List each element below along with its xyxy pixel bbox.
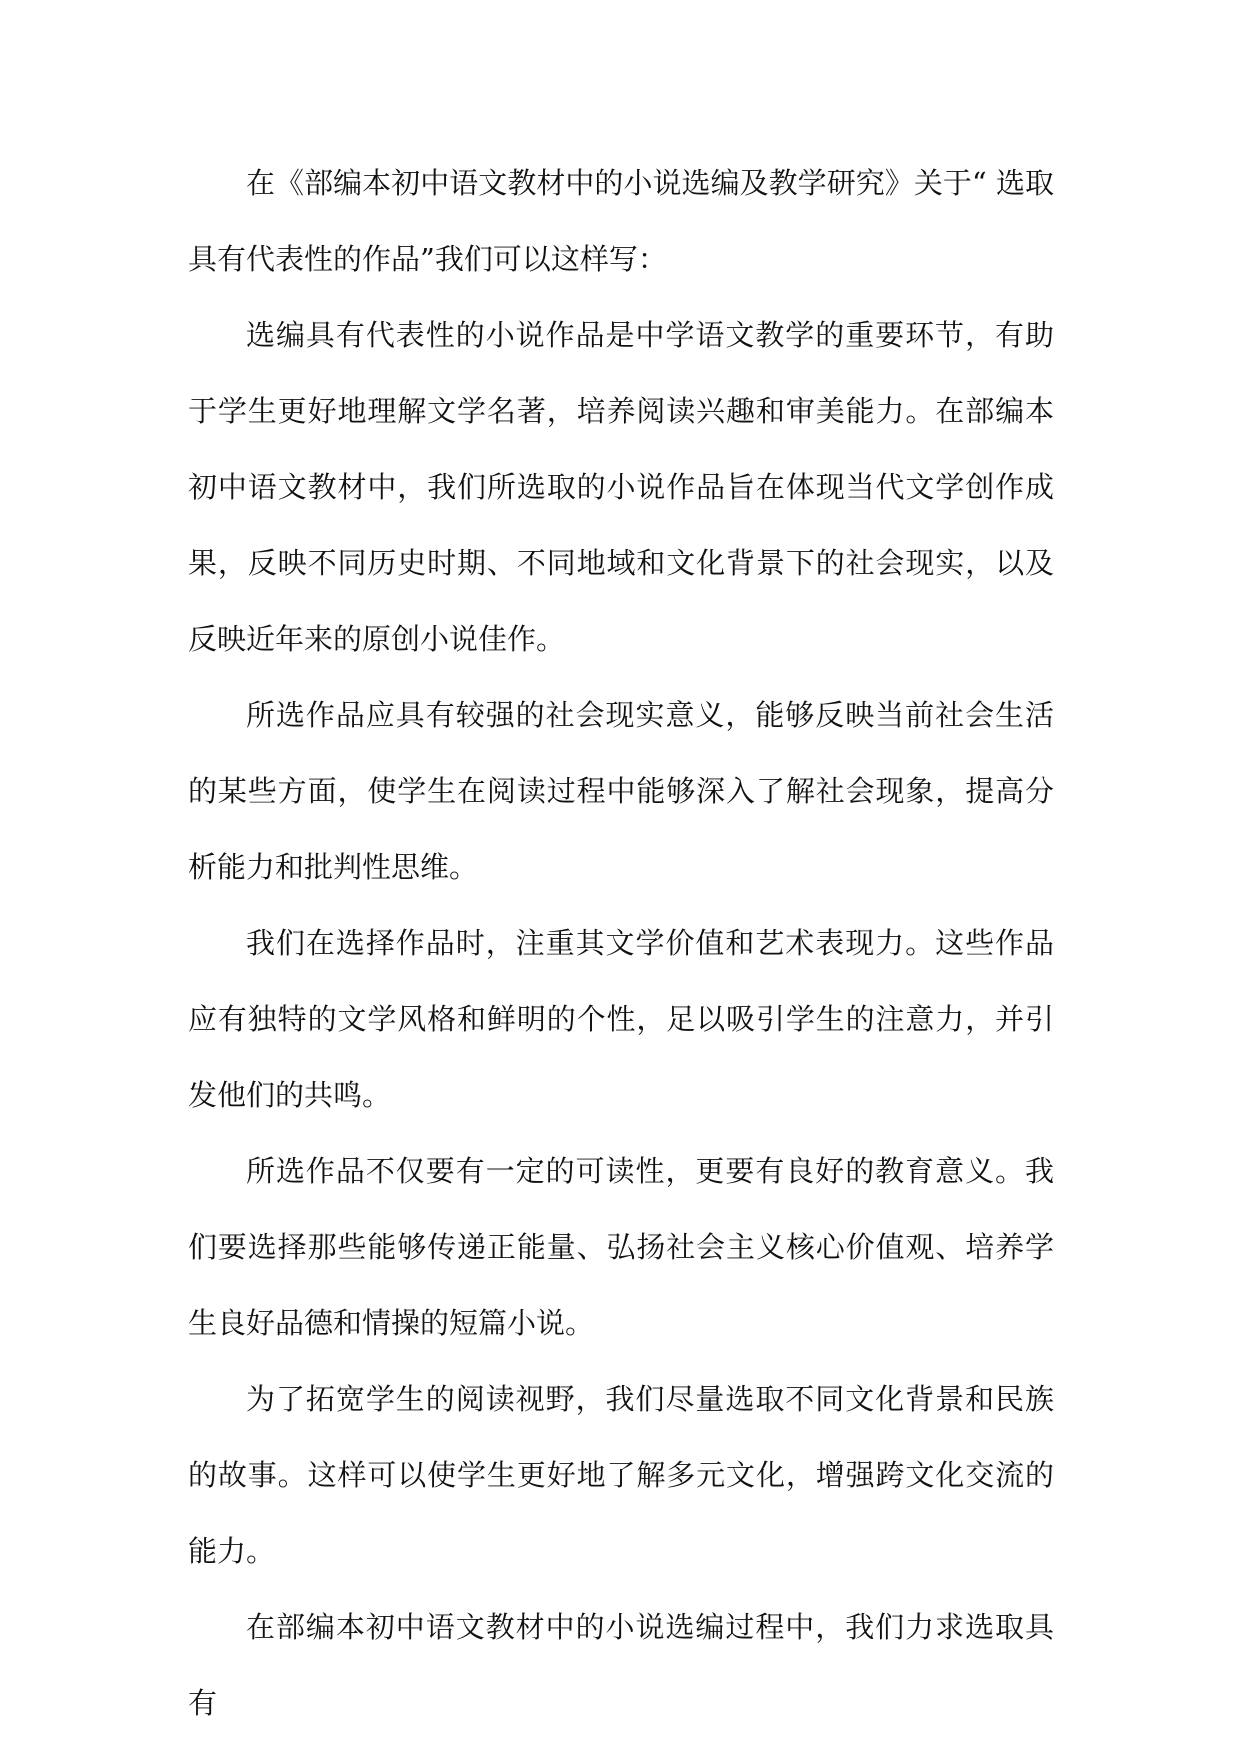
document-body [188, 145, 1054, 1741]
paragraph-literary-value: 我们在选择作品时，注重其文学价值和艺术表现力。这些作品应有独特的文学风格和鲜明的个性，足以吸引学生的注意力，并引发他们的共鸣。 [188, 926, 1054, 1112]
paragraph-multicultural: 为了拓宽学生的阅读视野，我们尽量选取不同文化背景和民族的故事。这样可以使学生更好地了解多元文化，增强跨文化交流的能力。 [188, 1382, 1054, 1568]
paragraph-educational-meaning: 所选作品不仅要有一定的可读性，更要有良好的教育意义。我们要选择那些能够传递正能量、弘扬社会主义核心价值观、培养学生良好品德和情操的短篇小说。 [188, 1154, 1054, 1340]
paragraph-social-reality: 所选作品应具有较强的社会现实意义，能够反映当前社会生活的某些方面，使学生在阅读过程中能够深入了解社会现象，提高分析能力和批判性思维。 [188, 698, 1054, 884]
paragraph-continuation: 在部编本初中语文教材中的小说选编过程中，我们力求选取具有 [188, 1610, 1054, 1720]
paragraph-representative-works: 选编具有代表性的小说作品是中学语文教学的重要环节，有助于学生更好地理解文学名著，培养阅读兴趣和审美能力。在部编本初中语文教材中，我们所选取的小说作品旨在体现当代文学创作成果，反映不同历史时期、不同地域和文化背景下的社会现实，以及反映近年来的原创小说佳作。 [188, 318, 1054, 656]
paragraph-intro: 在《部编本初中语文教材中的小说选编及教学研究》关于“ 选取具有代表性的作品”我们可以这样写： [188, 166, 1054, 276]
